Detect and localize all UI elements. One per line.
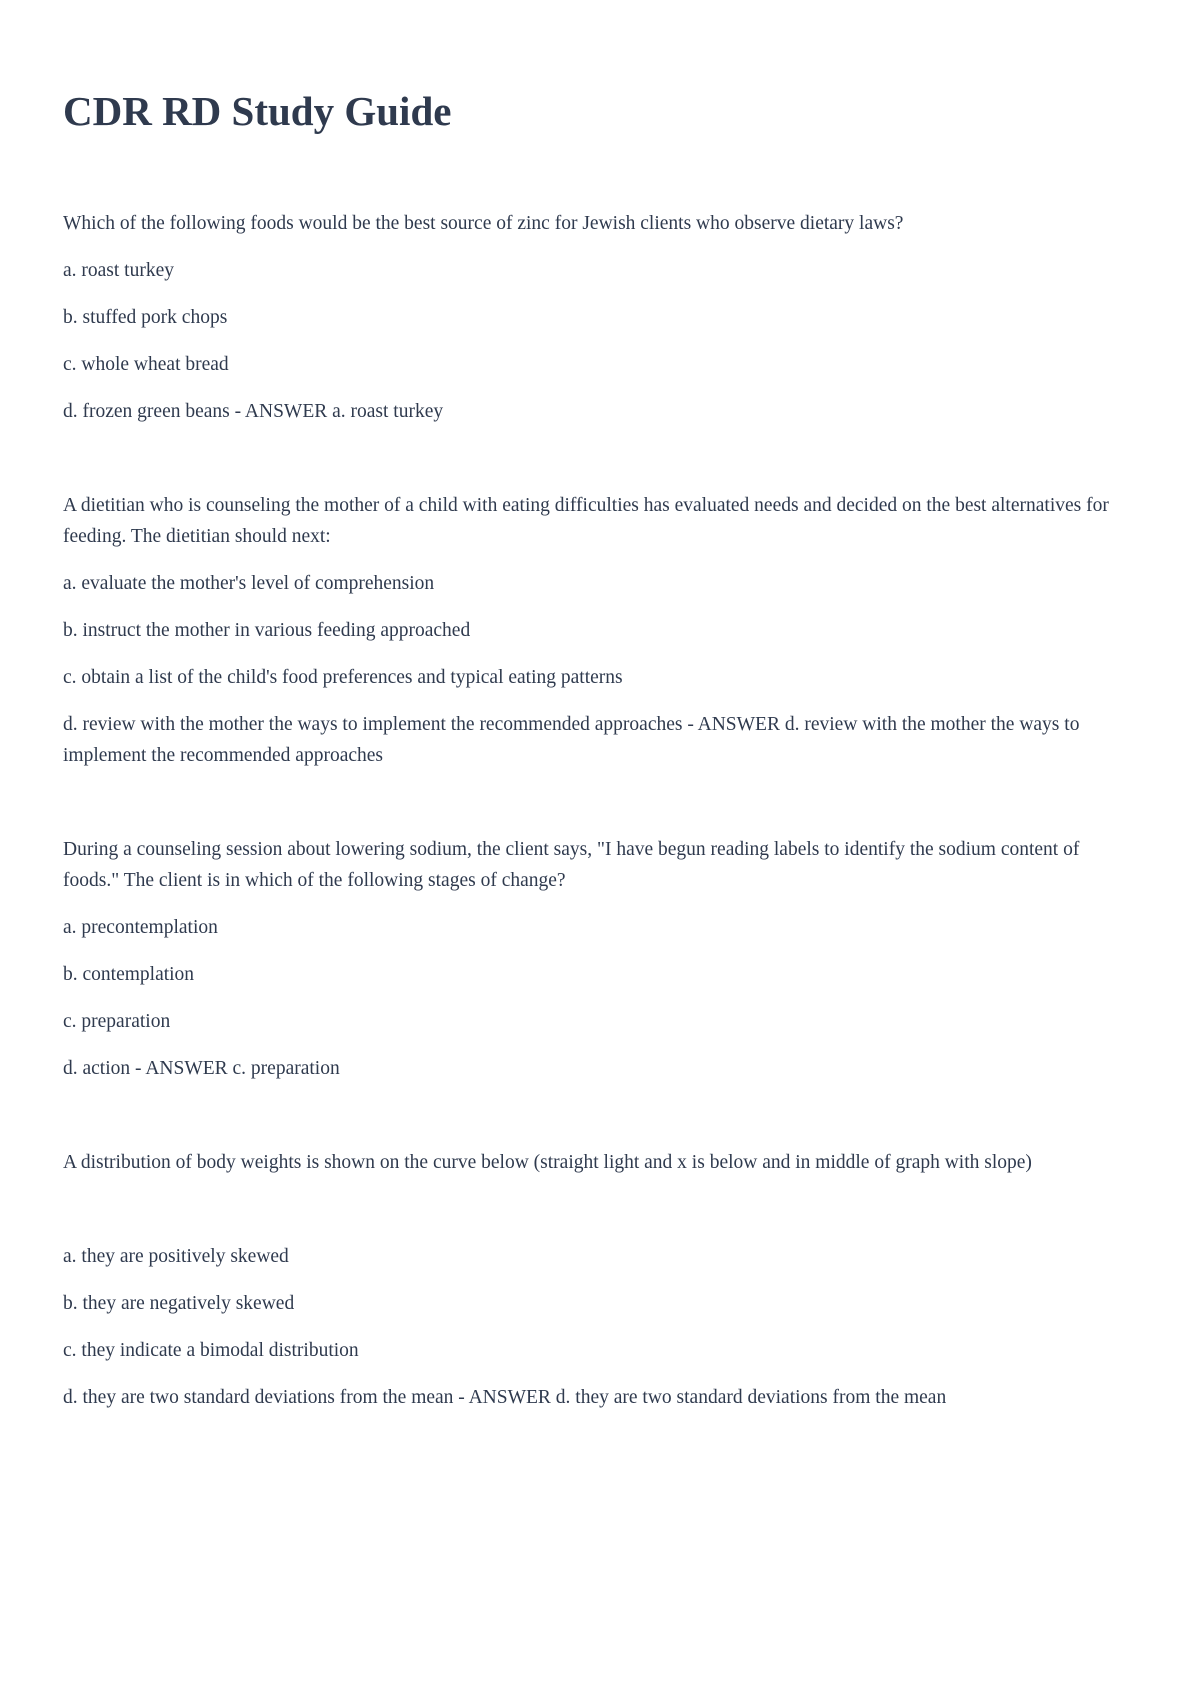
- answer-option-c: c. obtain a list of the child's food preferences and typical eating patterns: [63, 667, 623, 688]
- answer-option-b: b. they are negatively skewed: [63, 1293, 295, 1314]
- answer-option-a: a. roast turkey: [63, 260, 175, 281]
- answer-option-a: a. they are positively skewed: [63, 1246, 289, 1267]
- answer-option-c: c. they indicate a bimodal distribution: [63, 1340, 359, 1361]
- answer-option-d: d. action - ANSWER c. preparation: [63, 1058, 340, 1079]
- question-text: Which of the following foods would be the best source of zinc for Jewish clients who observe dietary laws?: [63, 213, 904, 234]
- answer-option-b: b. contemplation: [63, 964, 195, 985]
- blank-line: [63, 1194, 1129, 1241]
- blank-line: [63, 443, 1129, 490]
- answer-option-a: a. precontemplation: [63, 917, 218, 938]
- answer-option-c: c. preparation: [63, 1011, 171, 1032]
- answer-option-b: b. stuffed pork chops: [63, 307, 228, 328]
- blank-line: [63, 1100, 1129, 1147]
- answer-option-a: a. evaluate the mother's level of comprehension: [63, 573, 435, 594]
- answer-option-d: d. they are two standard deviations from the mean - ANSWER d. they are two standard deviations from the mean: [63, 1387, 947, 1408]
- answer-option-d: d. frozen green beans - ANSWER a. roast turkey: [63, 401, 444, 422]
- answer-option-b: b. instruct the mother in various feeding approached: [63, 620, 471, 641]
- question-block-1: [63, 208, 1129, 427]
- question-block-3: [63, 834, 1129, 1084]
- answer-option-d: d. review with the mother the ways to implement the recommended approaches - ANSWER d. review with the mother the ways to implement the recommended approaches: [63, 714, 1080, 766]
- blank-line: [63, 787, 1129, 834]
- page-title: CDR RD Study Guide: [63, 88, 452, 134]
- question-block-4: [63, 1147, 1129, 1413]
- answer-option-c: c. whole wheat bread: [63, 354, 229, 375]
- question-text: A dietitian who is counseling the mother of a child with eating difficulties has evaluated needs and decided on the best alternatives for feeding. The dietitian should next:: [63, 495, 1109, 547]
- question-text: During a counseling session about lowering sodium, the client says, "I have begun reading labels to identify the sodium content of foods." The client is in which of the following stages of change?: [63, 839, 1080, 891]
- question-block-2: [63, 490, 1129, 771]
- question-text: A distribution of body weights is shown on the curve below (straight light and x is below and in middle of graph with slope): [63, 1152, 1032, 1173]
